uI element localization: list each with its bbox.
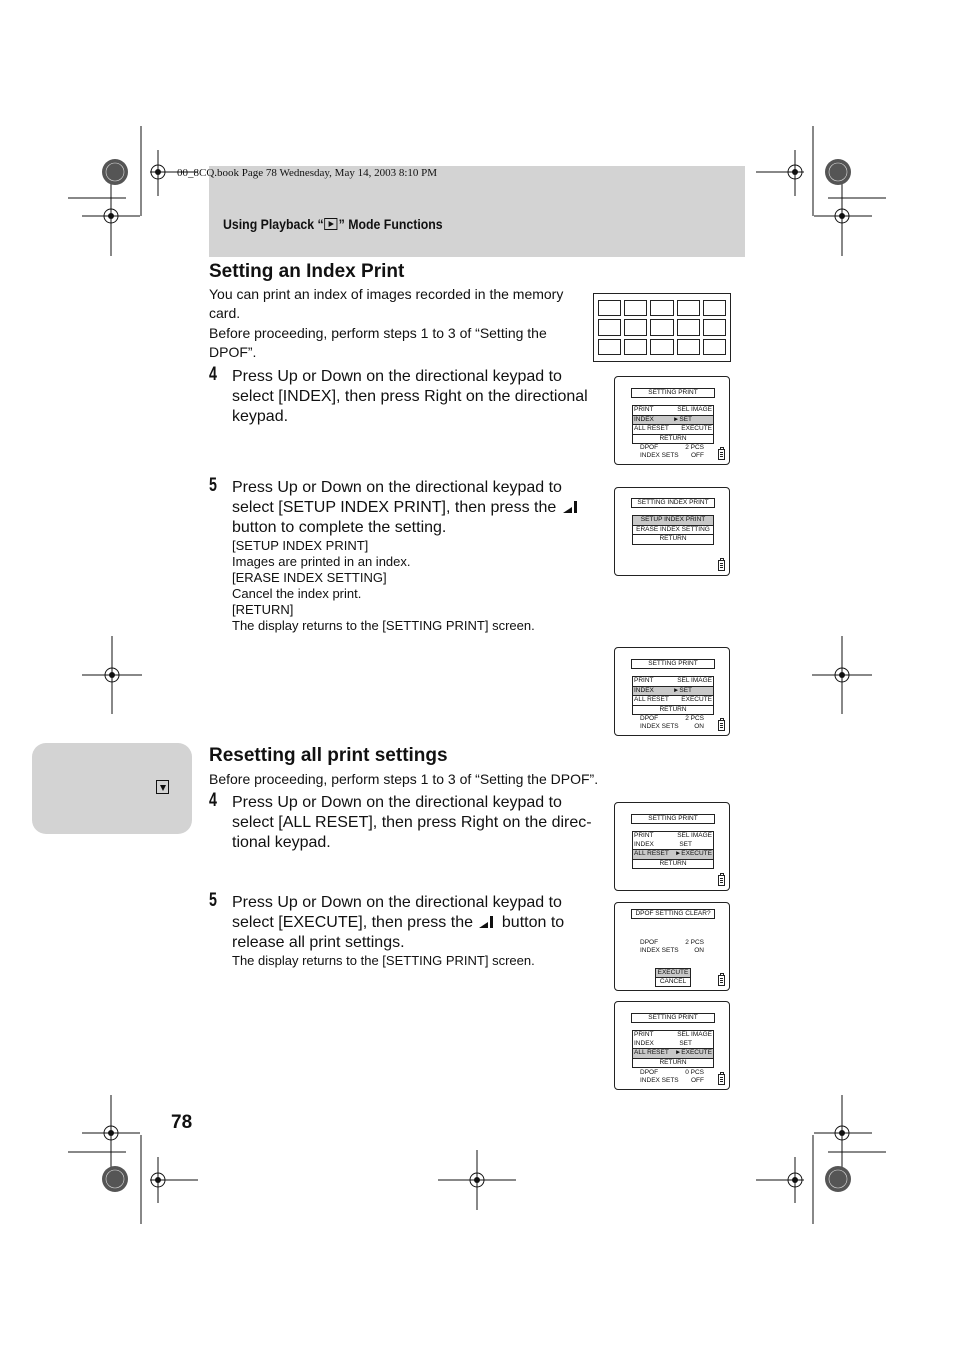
battery-icon [718,449,725,460]
step-note: The display returns to the [SETTING PRINT] screen. [232,953,535,968]
step-number: 5 [209,890,217,911]
thumbnail [677,319,700,335]
screen-title: SETTING INDEX PRINT [631,498,715,508]
menu-row: ALL RESET EXECUTE [634,425,712,432]
setting-print-screen [614,647,730,736]
dpof-status: DPOF 0 PCS INDEX SETS OFF [640,1069,704,1084]
menu-row: PRINT SEL IMAGE [634,1031,712,1038]
menu-row-selected: INDEX ►SET [633,415,713,426]
battery-icon [718,560,725,571]
enter-button-icon [479,916,495,928]
thumbnail [703,300,726,316]
menu-row: INDEX SET [634,840,692,848]
menu-row-selected: ALL RESET ►EXECUTE [633,849,713,860]
index-print-title: Setting an Index Print [209,261,405,282]
thumbnail [598,319,621,335]
dpof-status: DPOF 2 PCS INDEX SETS ON [640,939,704,954]
index-print-intro: You can print an index of images recorded in the memory card. [209,286,564,321]
section-label: Using Playback “ ” Mode Functions [223,216,443,232]
thumbnail [624,319,647,335]
page-number: 78 [171,1112,193,1133]
execute-option: EXECUTE [657,969,689,976]
menu-row: ERASE INDEX SETTING [636,525,710,533]
menu-row: PRINT SEL IMAGE [634,406,712,413]
screen-title: SETTING PRINT [631,659,715,669]
option-return-desc: The display returns to the [SETTING PRINT] screen. [232,618,535,633]
confirm-buttons [655,968,691,987]
step-number: 4 [209,364,217,385]
thumbnail [677,339,700,355]
screen-menu [632,405,714,444]
menu-row: RETURN [659,1058,687,1066]
thumbnail [624,300,647,316]
screen-title: SETTING PRINT [631,1013,715,1023]
thumbnail [598,339,621,355]
dpof-clear-screen [614,902,730,991]
setting-index-print-screen [614,487,730,576]
step-instruction: Press Up or Down on the directional keypad to select [INDEX], then press Right on the directional keypad. [232,368,588,425]
index-sheet-illustration [593,293,731,362]
option-setup-desc: Images are printed in an index. [232,554,411,569]
screen-menu [632,676,714,715]
menu-row: INDEX SET [634,1039,692,1047]
menu-row: ALL RESET EXECUTE [634,696,712,703]
thumbnail [703,319,726,335]
option-return-label: [RETURN] [232,602,294,617]
option-setup-label: [SETUP INDEX PRINT] [232,538,369,553]
setting-print-screen [614,1001,730,1090]
screen-title: DPOF SETTING CLEAR? [631,909,715,919]
dpof-status: DPOF 2 PCS INDEX SETS OFF [640,444,704,459]
dpof-status: DPOF 2 PCS INDEX SETS ON [640,715,704,730]
reset-prereq: Before proceeding, perform steps 1 to 3 of “Setting the DPOF”. [209,771,599,787]
battery-icon [718,720,725,731]
screen-menu [632,831,714,869]
menu-row-selected: INDEX ►SET [633,686,713,697]
cancel-option: CANCEL [659,978,687,985]
setting-print-screen [614,376,730,465]
screen-title: SETTING PRINT [631,388,715,398]
option-erase-desc: Cancel the index print. [232,586,362,601]
menu-row: RETURN [633,434,713,444]
thumbnail [677,300,700,316]
battery-icon [718,975,725,986]
menu-row: PRINT SEL IMAGE [634,677,712,684]
menu-row-selected: ALL RESET ►EXECUTE [633,1048,713,1059]
menu-row: RETURN [659,859,687,867]
screen-title: SETTING PRINT [631,814,715,824]
reset-title: Resetting all print settings [209,745,448,766]
battery-icon [718,1074,725,1085]
step-instruction: Press Up or Down on the directional keypad to select [ALL RESET], then press Right on the direc-tional keypad. [232,794,592,851]
thumbnail [624,339,647,355]
screen-menu [632,515,714,545]
thumbnail [650,300,673,316]
step-number: 4 [209,790,217,811]
battery-icon [718,875,725,886]
screen-menu [632,1030,714,1068]
step-number: 5 [209,475,217,496]
option-erase-label: [ERASE INDEX SETTING] [232,570,387,585]
menu-row: PRINT SEL IMAGE [634,832,712,839]
index-print-prereq: Before proceeding, perform steps 1 to 3 of “Setting the DPOF”. [209,325,547,360]
thumbnail [703,339,726,355]
down-arrow-icon [156,780,169,794]
setting-print-screen [614,802,730,891]
menu-row: RETURN [633,705,713,715]
thumbnail [598,300,621,316]
menu-row: RETURN [633,534,713,544]
enter-button-icon [563,501,579,513]
step-instruction: Press Up or Down on the directional keypad to select [SETUP INDEX PRINT], then press the button to complete the setting. [232,478,594,538]
step-instruction: Press Up or Down on the directional keypad to select [EXECUTE], then press the button to release all print settings. [232,894,565,951]
book-info: 00_8CQ.book Page 78 Wednesday, May 14, 2003 8:10 PM [177,167,438,179]
thumbnail [650,339,673,355]
thumbnail [650,319,673,335]
menu-row-selected: SETUP INDEX PRINT [633,516,713,526]
